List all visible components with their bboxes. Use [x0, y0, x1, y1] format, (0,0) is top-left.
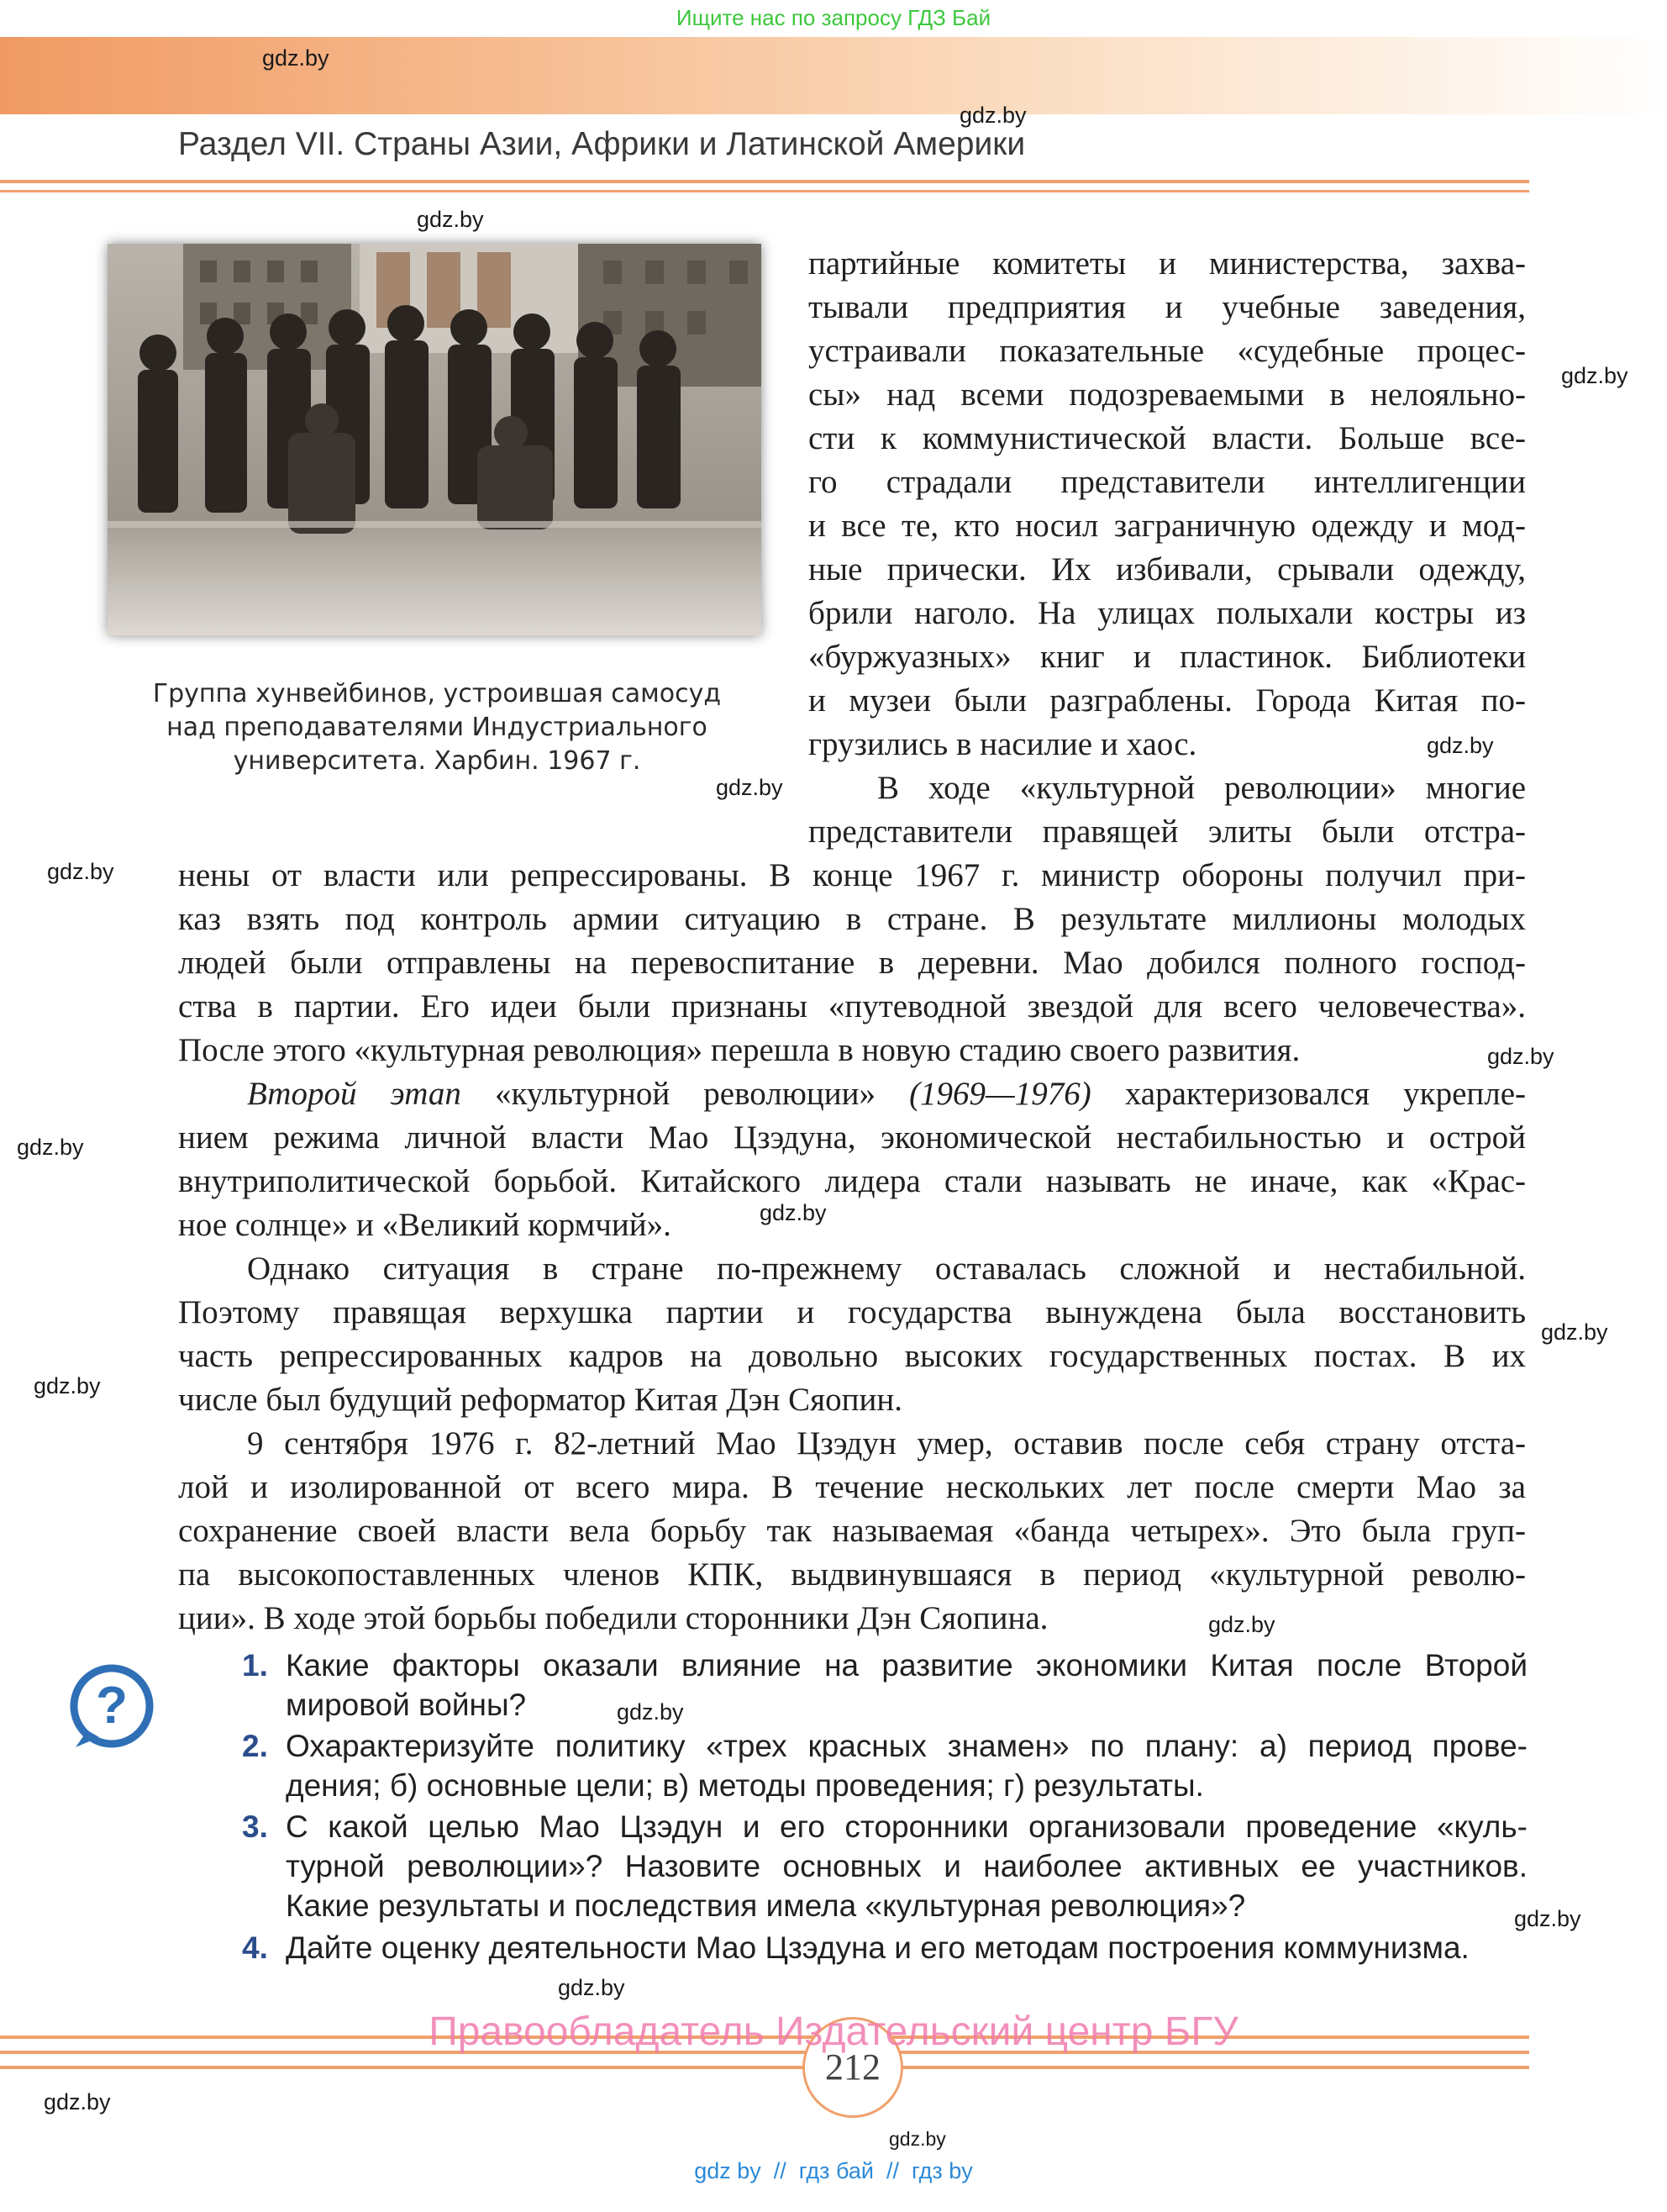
watermark: gdz.by	[716, 775, 783, 800]
watermark: gdz.by	[34, 1373, 101, 1398]
text-line: и музеи были разграблены. Города Китая по-	[808, 682, 1526, 719]
text-line: С какой целью Мао Цзэдун и его сторонники организовали проведение «куль-	[286, 1809, 1528, 1844]
text-line: го страдали представители интеллигенции	[808, 464, 1526, 500]
text-line: Охарактеризуйте политику «трех красных знамен» по плану: а) период прове-	[286, 1729, 1528, 1763]
historical-photo	[108, 244, 761, 635]
question-text	[286, 1928, 1528, 1967]
caption-line: Группа хунвейбинов, устроившая самосуд	[152, 679, 722, 708]
body-column-text	[808, 242, 1526, 854]
header-rule	[0, 180, 1529, 183]
watermark: gdz.by	[1514, 1906, 1581, 1931]
text-line: сы» над всеми подозреваемыми в нелояльно-	[808, 377, 1526, 413]
watermark: gdz.by	[1208, 1612, 1275, 1637]
text-fragment: характеризовался укрепле-	[1091, 1076, 1527, 1112]
section-title: Раздел VII. Страны Азии, Африки и Латинской Америки	[178, 126, 1026, 162]
page-number: 212	[802, 2017, 903, 2118]
svg-text:?: ?	[96, 1677, 128, 1735]
text-line: внутриполитической борьбой. Китайского лидера стали называть не иначе, как «Крас-	[178, 1163, 1526, 1199]
question-mark-icon	[66, 1660, 158, 1752]
watermark: gdz.by	[960, 103, 1027, 128]
watermark: gdz.by	[617, 1699, 684, 1725]
text-line: каз взять под контроль армии ситуацию в стране. В результате миллионы молодых	[178, 901, 1526, 937]
text-line: лой и изолированной от всего мира. В течение нескольких лет после смерти Мао за	[178, 1469, 1526, 1505]
question-text	[286, 1807, 1528, 1925]
text-line: ные прически. Их избивали, срывали одежду,	[808, 551, 1526, 587]
watermark: gdz.by	[558, 1975, 625, 2000]
italic-term: Второй этап	[247, 1076, 461, 1112]
watermark: gdz.by	[1487, 1044, 1554, 1069]
text-line: представители правящей элиты были отстра-	[808, 814, 1526, 850]
text-line: мировой войны?	[286, 1688, 527, 1722]
question-number: 4.	[242, 1930, 268, 1965]
text-line: В ходе «культурной революции» многие	[877, 770, 1526, 806]
watermark: gdz.by	[1541, 1319, 1608, 1345]
watermark: gdz.by	[417, 207, 484, 232]
question-number: 1.	[242, 1648, 268, 1683]
paragraph-1	[178, 854, 1526, 1072]
caption-line: над преподавателями Индустриального	[166, 713, 707, 742]
text-line: нены от власти или репрессированы. В конце 1967 г. министр обороны получил при-	[178, 857, 1526, 893]
photo-caption	[126, 677, 748, 778]
footer-links[interactable]: gdz by // гдз бай // гдз by	[694, 2158, 973, 2183]
text-line: грузились в насилие и хаос.	[808, 726, 1197, 762]
text-line: устраивали показательные «судебные процес-	[808, 333, 1526, 369]
text-line: сохранение своей власти вела борьбу так называемая «банда четырех». Это была груп-	[178, 1513, 1526, 1549]
question-text	[286, 1646, 1528, 1725]
text-line: Поэтому правящая верхушка партии и государства вынуждена была восстановить	[178, 1294, 1526, 1330]
text-line: После этого «культурная революция» перешла в новую стадию своего развития.	[178, 1032, 1301, 1068]
text-line: партийные комитеты и министерства, захва-	[808, 245, 1526, 282]
paragraph-4	[178, 1422, 1526, 1641]
footer-rule	[0, 2066, 1529, 2069]
copyright-watermark: Правообладатель Издательский центр БГУ	[429, 2009, 1238, 2054]
text-line: «буржуазных» книг и пластинок. Библиотеки	[808, 639, 1526, 675]
text-line: Какие результаты и последствия имела «культурная революция»?	[286, 1888, 1246, 1923]
text-line: па высокопоставленных членов КПК, выдвинувшаяся в период «культурной револю-	[178, 1556, 1526, 1593]
text-line: дения; б) основные цели; в) методы проведения; г) результаты.	[286, 1768, 1204, 1803]
caption-line: университета. Харбин. 1967 г.	[233, 746, 641, 776]
italic-term: (1969—1976)	[909, 1076, 1091, 1112]
watermark: gdz.by	[47, 859, 114, 884]
watermark: gdz.by	[262, 45, 329, 71]
watermark: gdz.by	[760, 1200, 827, 1225]
text-line: Дайте оценку деятельности Мао Цзэдуна и его методам построения коммунизма.	[286, 1930, 1470, 1965]
text-line: нием режима личной власти Мао Цзэдуна, экономической нестабильностью и острой	[178, 1119, 1526, 1156]
text-line	[178, 1072, 1526, 1116]
paragraph-3	[178, 1247, 1526, 1422]
text-line: людей были отправлены на перевоспитание в деревни. Мао добился полного господ-	[178, 945, 1526, 981]
text-line: числе был будущий реформатор Китая Дэн Сяопин.	[178, 1382, 902, 1418]
paragraph-2	[178, 1072, 1526, 1247]
text-line: и все те, кто носил заграничную одежду и мод-	[808, 508, 1526, 544]
watermark: gdz.by	[17, 1135, 84, 1160]
text-line: часть репрессированных кадров на довольно высоких государственных постах. В их	[178, 1338, 1526, 1374]
text-line: сти к коммунистической власти. Больше все-	[808, 420, 1526, 456]
question-text	[286, 1726, 1528, 1805]
watermark: gdz.by	[1561, 363, 1628, 388]
text-line: Какие факторы оказали влияние на развитие экономики Китая после Второй	[286, 1648, 1528, 1683]
search-hint-banner: Ищите нас по запросу ГДЗ Бай	[676, 5, 991, 30]
question-number: 3.	[242, 1809, 268, 1844]
watermark: gdz.by	[889, 2128, 946, 2150]
text-line: ства в партии. Его идеи были признаны «путеводной звездой для всего человечества».	[178, 988, 1526, 1024]
header-rule	[0, 190, 1529, 192]
text-line: Однако ситуация в стране по-прежнему оставалась сложной и нестабильной.	[247, 1251, 1526, 1287]
question-number: 2.	[242, 1729, 268, 1763]
text-line: 9 сентября 1976 г. 82-летний Мао Цзэдун умер, оставив после себя страну отста-	[247, 1425, 1526, 1462]
watermark: gdz.by	[44, 2089, 111, 2115]
text-line: ное солнце» и «Великий кормчий».	[178, 1207, 671, 1243]
text-line: брили наголо. На улицах полыхали костры из	[808, 595, 1526, 631]
header-band	[0, 37, 1667, 114]
text-line: тывали предприятия и учебные заведения,	[808, 289, 1526, 325]
text-line: ции». В ходе этой борьбы победили сторонники Дэн Сяопина.	[178, 1600, 1049, 1636]
text-fragment: «культурной революции»	[460, 1076, 910, 1112]
text-line: турной революции»? Назовите основных и наиболее активных ее участников.	[286, 1849, 1528, 1883]
watermark: gdz.by	[1427, 733, 1494, 758]
